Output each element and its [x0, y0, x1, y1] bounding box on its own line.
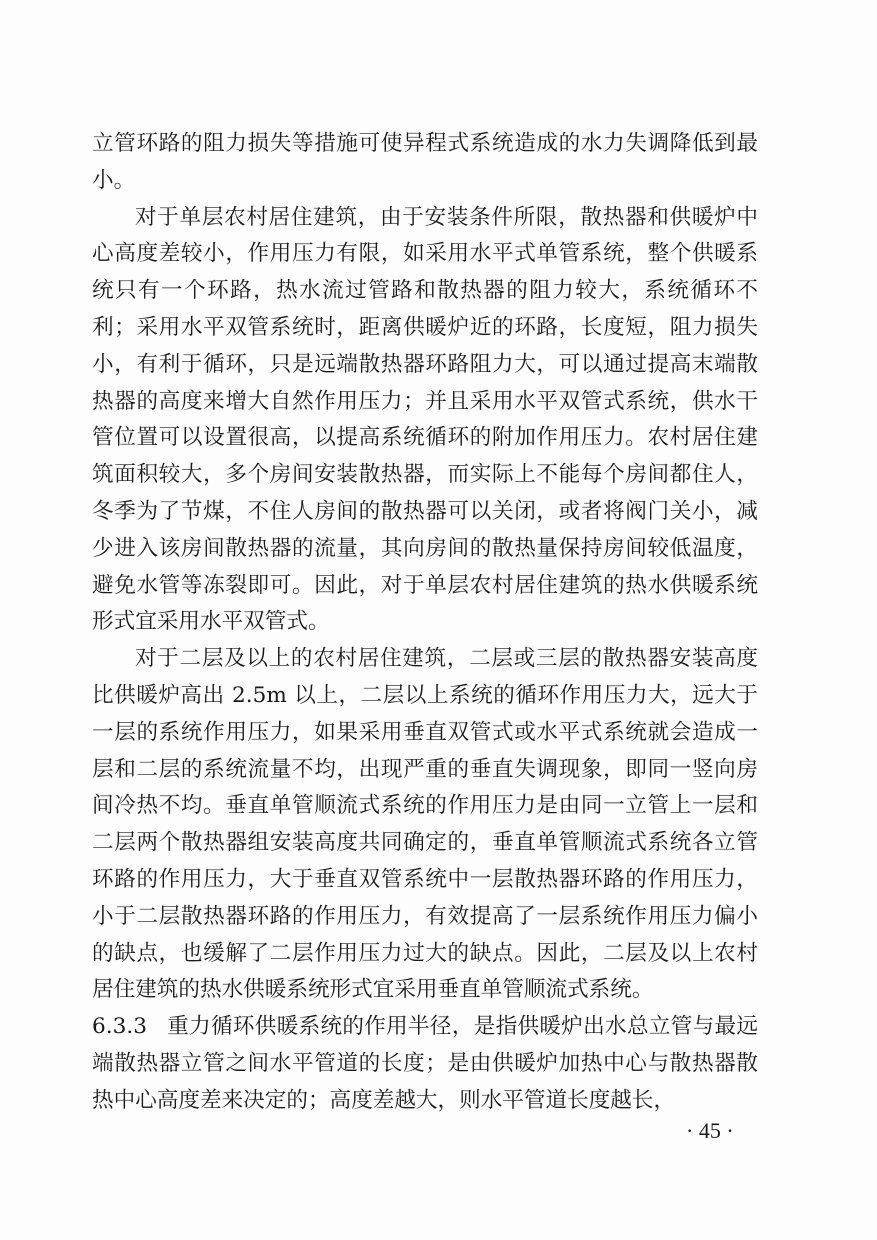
page-number: · 45 ·	[686, 1118, 734, 1143]
paragraph-multi-storey: 对于二层及以上的农村居住建筑，二层或三层的散热器安装高度比供暖炉高出 2.5m 以上，二层以上系统的循环作用压力大，远大于一层的系统作用压力，如果采用垂直双管式或水平式系统就会造成一层和二层的系统流量不均，出现严重的垂直失调现象，即同一竖向房间冷热不均。垂直单管顺流式系统的作用压力是由同一立管上一层和二层两个散热器组安装高度共同确定的，垂直单管顺流式系统各立管环路的作用压力，大于垂直双管系统中一层散热器环路的作用压力，小于二层散热器环路的作用压力，有效提高了一层系统作用压力偏小的缺点，也缓解了二层作用压力过大的缺点。因此，二层及以上农村居住建筑的热水供暖系统形式宜采用垂直单管顺流式系统。	[92, 646, 758, 1003]
body-text	[92, 126, 758, 1120]
paragraph-continued: 立管环路的阻力损失等措施可使异程式系统造成的水力失调降低到最小。	[92, 131, 758, 193]
clause-number: 6.3.3	[92, 1014, 147, 1040]
clause-paragraph	[92, 1009, 758, 1119]
clause-text: 重力循环供暖系统的作用半径，是指供暖炉出水总立管与最远端散热器立管之间水平管道的长度；是由供暖炉加热中心与散热器散热中心高度差来决定的；高度差越大，则水平管道长度越长，	[92, 1014, 758, 1113]
paragraph-single-storey: 对于单层农村居住建筑，由于安装条件所限，散热器和供暖炉中心高度差较小，作用压力有限，如采用水平式单管系统，整个供暖系统只有一个环路，热水流过管路和散热器的阻力较大，系统循环不利；采用水平双管系统时，距离供暖炉近的环路，长度短，阻力损失小，有利于循环，只是远端散热器环路阻力大，可以通过提高末端散热器的高度来增大自然作用压力；并且采用水平双管式系统，供水干管位置可以设置很高，以提高系统循环的附加作用压力。农村居住建筑面积较大，多个房间安装散热器，而实际上不能每个房间都住人，冬季为了节煤，不住人房间的散热器可以关闭，或者将阀门关小，减少进入该房间散热器的流量，其向房间的散热量保持房间较低温度，避免水管等冻裂即可。因此，对于单层农村居住建筑的热水供暖系统形式宜采用水平双管式。	[92, 204, 758, 635]
